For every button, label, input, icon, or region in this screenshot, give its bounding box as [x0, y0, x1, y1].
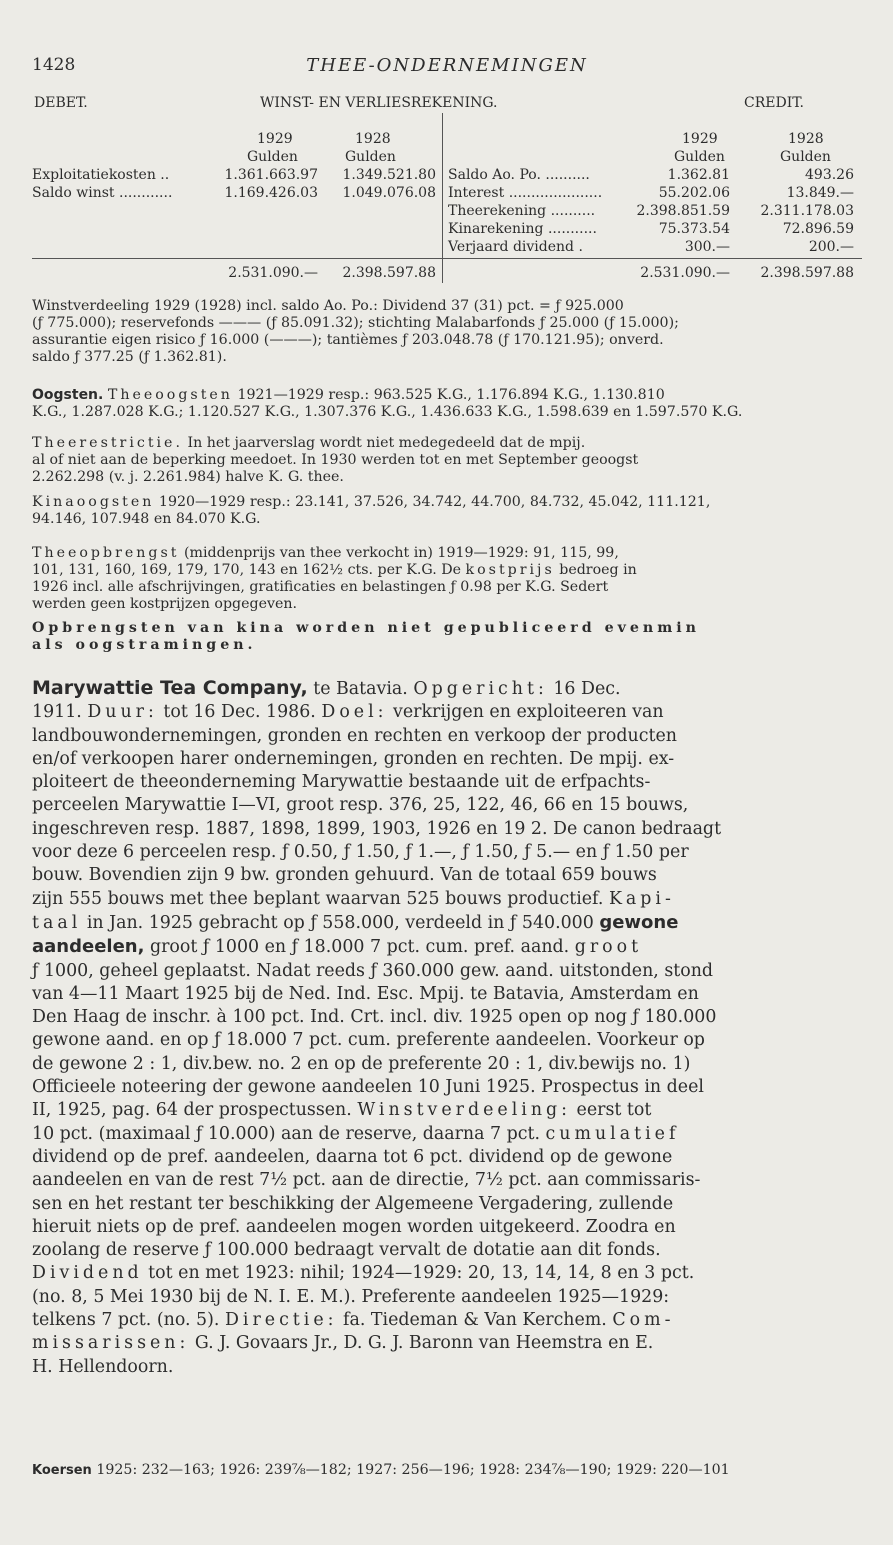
harvests-heading: Oogsten.: [32, 387, 104, 403]
credit-row-value: 493.26: [805, 167, 854, 183]
text-line: [32, 387, 862, 404]
text-span: 1921—1929 resp.: 963.525 K.G., 1.176.894 K.G., 1.130.810: [232, 387, 665, 403]
text-line: Den Haag de inschr. à 100 pct. Ind. Crt. incl. div. 1925 open op nog ƒ 180.000: [32, 1007, 717, 1028]
text-span: In het jaarverslag wordt niet medegedeeld dat de mpij.: [182, 435, 586, 451]
quinine-harvests-paragraph: [32, 494, 862, 528]
tea-harvests-label: Theeoogsten: [107, 387, 233, 403]
text-line: (no. 8, 5 Mei 1930 bij de N. I. E. M.). Preferente aandeelen 1925—1929:: [32, 1286, 670, 1307]
text-line: ploiteert de theeonderneming Marywattie bestaande uit de erfpachts-: [32, 772, 651, 793]
credit-row-value: 1.362.81: [667, 167, 730, 183]
cost-price-label: kostprijs: [465, 562, 555, 578]
credit-total: 2.531.090.—: [640, 265, 730, 281]
quinine-yield-note: [32, 620, 862, 654]
text-line: (ƒ 775.000); reservefonds ——— (ƒ 85.091.32); stichting Malabarfonds ƒ 25.000 (ƒ 15.000);: [32, 315, 679, 331]
text-line: al of niet aan de beperking meedoet. In 1930 werden tot en met September geoogst: [32, 452, 639, 468]
text-span: (middenprijs van thee verkocht in) 1919—1929: 91, 115, 99,: [179, 545, 619, 561]
debit-row-value: 1.361.663.97: [224, 167, 318, 183]
credit-row-value: 300.—: [684, 239, 730, 255]
text-line: assurantie eigen risico ƒ 16.000 (———); tantièmes ƒ 203.048.78 (ƒ 170.121.95); onverd.: [32, 332, 664, 348]
text-line: ingeschreven resp. 1887, 1898, 1899, 1903, 1926 en 19 2. De canon bedraagt: [32, 818, 722, 839]
text-span: eerst tot: [571, 1100, 652, 1121]
purpose-label: Doel:: [321, 702, 388, 723]
credit-row-label: Verjaard dividend .: [448, 239, 583, 255]
text-span: II, 1925, pag. 64 der prospectussen.: [32, 1100, 358, 1121]
text-line: van 4—11 Maart 1925 bij de Ned. Ind. Esc. Mpij. te Batavia, Amsterdam en: [32, 983, 699, 1004]
text-line: Winstverdeeling 1929 (1928) incl. saldo Ao. Po.: Dividend 37 (31) pct. = ƒ 925.000: [32, 298, 624, 314]
text-line: [32, 562, 862, 579]
text-line: K.G., 1.287.028 K.G.; 1.120.527 K.G., 1.307.376 K.G., 1.436.633 K.G., 1.598.639 en 1.597.570 K.G.: [32, 404, 743, 420]
text-span: 101, 131, 160, 169, 179, 170, 143 en 162½ cts. per K.G. De: [32, 562, 466, 578]
credit-row-value: 200.—: [808, 239, 854, 255]
credit-year-1929: 1929: [682, 131, 718, 147]
company-entry: [32, 677, 862, 1379]
credit-row-value: 2.311.178.03: [760, 203, 854, 219]
text-line: aandeelen en van de rest 7½ pct. aan de directie, 7½ pct. aan commissaris-: [32, 1170, 701, 1191]
harvests-paragraph: [32, 387, 862, 421]
text-line: [32, 888, 862, 911]
text-span: in Jan. 1925 gebracht op ƒ 558.000, verdeeld in ƒ 540.000: [81, 912, 600, 933]
text-line: [32, 677, 862, 701]
purpose-value: verkrijgen en exploiteeren van: [387, 702, 664, 723]
debit-row-label: Saldo winst ............: [32, 185, 173, 201]
text-span: bedroeg in: [554, 562, 637, 578]
debit-row-value: 1.049.076.08: [342, 185, 436, 201]
debit-total: 2.398.597.88: [342, 265, 436, 281]
text-span: groot ƒ 1000 en ƒ 18.000 7 pct. cum. pref. aand.: [144, 937, 575, 958]
text-line: [32, 435, 862, 452]
duration-label: Duur:: [87, 702, 158, 723]
credit-row-label: Kinarekening ...........: [448, 221, 597, 237]
commissioners-label: Com-: [612, 1310, 675, 1331]
cumulative-label: cumulatief: [545, 1123, 680, 1144]
text-span: G. J. Govaars Jr., D. G. J. Baronn van Heemstra en E.: [189, 1333, 654, 1354]
credit-row-label: Interest .....................: [448, 185, 603, 201]
tea-restriction-paragraph: [32, 435, 862, 486]
credit-unit-1929: Gulden: [674, 149, 725, 165]
text-line: 94.146, 107.948 en 84.070 K.G.: [32, 511, 261, 527]
share-prices-line: [32, 1462, 862, 1478]
debit-total: 2.531.090.—: [228, 265, 318, 281]
text-line: werden geen kostprijzen opgegeven.: [32, 596, 298, 612]
text-line: dividend op de pref. aandeelen, daarna tot 6 pct. dividend op de gewone: [32, 1146, 673, 1167]
page-header: [32, 55, 862, 77]
text-line: [32, 1309, 862, 1332]
size-label: groot: [574, 937, 643, 958]
text-line: perceelen Marywattie I—VI, groot resp. 376, 25, 122, 46, 66 en 15 bouws,: [32, 795, 689, 816]
text-line: saldo ƒ 377.25 (ƒ 1.362.81).: [32, 349, 227, 365]
founded-label: Opgericht:: [413, 679, 548, 699]
debit-row-value: 1.169.426.03: [224, 185, 318, 201]
directors-label: Directie:: [224, 1310, 338, 1331]
text-line: voor deze 6 perceelen resp. ƒ 0.50, ƒ 1.50, ƒ 1.—, ƒ 1.50, ƒ 5.— en ƒ 1.50 per: [32, 842, 689, 863]
tea-restriction-label: Theerestrictie.: [32, 435, 183, 451]
text-line: [32, 701, 862, 724]
credit-label: CREDIT.: [744, 95, 804, 111]
credit-total: 2.398.597.88: [760, 265, 854, 281]
share-prices-label: Koersen: [32, 1463, 92, 1478]
credit-year-1928: 1928: [788, 131, 824, 147]
debit-unit-1928: Gulden: [345, 149, 396, 165]
credit-row-value: 2.398.851.59: [636, 203, 730, 219]
duration-value: tot 16 Dec. 1986.: [157, 702, 322, 723]
debit-row-value: 1.349.521.80: [342, 167, 436, 183]
credit-row-label: Saldo Ao. Po. ..........: [448, 167, 590, 183]
capital-label: Kapi-: [608, 888, 675, 909]
text-line: [32, 1099, 862, 1122]
debit-year-1928: 1928: [355, 131, 391, 147]
debit-year-1929: 1929: [257, 131, 293, 147]
text-line: de gewone 2 : 1, div.bew. no. 2 en op de preferente 20 : 1, div.bewijs no. 1): [32, 1053, 691, 1074]
ledger-title: WINST- EN VERLIESREKENING.: [260, 95, 498, 111]
text-line: hieruit niets op de pref. aandeelen mogen worden uitgekeerd. Zoodra en: [32, 1216, 676, 1237]
text-line: 1926 incl. alle afschrijvingen, gratificaties en belastingen ƒ 0.98 per K.G. Sedert: [32, 579, 609, 595]
credit-row-label: Theerekening ..........: [448, 203, 596, 219]
running-title: THEE-ONDERNEMINGEN: [306, 55, 588, 76]
quinine-harvests-label: Kinaoogsten: [32, 494, 155, 510]
credit-row-value: 75.373.54: [658, 221, 730, 237]
text-line: sen en het restant ter beschikking der Algemeene Vergadering, zullende: [32, 1193, 674, 1214]
text-line: als oogstramingen.: [32, 637, 257, 653]
text-span: fa. Tiedeman & Van Kerchem.: [337, 1310, 613, 1331]
dividend-label: Dividend: [32, 1263, 143, 1284]
tea-yield-label: Theeopbrengst: [32, 545, 180, 561]
profit-distribution-paragraph: [32, 298, 862, 366]
text-span: 1911.: [32, 702, 88, 723]
text-line: zoolang de reserve ƒ 100.000 bedraagt vervalt de dotatie aan dit fonds.: [32, 1240, 661, 1261]
text-line: landbouwondernemingen, gronden en rechten en verkoop der producten: [32, 725, 677, 746]
text-line: [32, 1332, 862, 1355]
text-span: te Batavia.: [307, 679, 414, 699]
text-line: [32, 1262, 862, 1285]
text-span: 10 pct. (maximaal ƒ 10.000) aan de reserve, daarna 7 pct.: [32, 1123, 546, 1144]
founded-value: 16 Dec.: [547, 679, 621, 699]
credit-row-value: 72.896.59: [782, 221, 854, 237]
debit-row-label: Exploitatiekosten ..: [32, 167, 170, 183]
credit-row-value: 13.849.—: [786, 185, 854, 201]
text-line: ƒ 1000, geheel geplaatst. Nadat reeds ƒ 360.000 gew. aand. uitstonden, stond: [32, 960, 714, 981]
company-name: Marywattie Tea Company,: [32, 677, 308, 699]
credit-total-rule: [443, 258, 862, 259]
page-number: 1428: [32, 55, 76, 75]
text-line: Officieele noteering der gewone aandeelen 10 Juni 1925. Prospectus in deel: [32, 1077, 704, 1098]
text-line: 2.262.298 (v. j. 2.261.984) halve K. G. thee.: [32, 469, 344, 485]
credit-unit-1928: Gulden: [780, 149, 831, 165]
text-line: bouw. Bovendien zijn 9 bw. gronden gehuurd. Van de totaal 659 bouws: [32, 865, 657, 886]
text-span: 1920—1929 resp.: 23.141, 37.526, 34.742, 44.700, 84.732, 45.042, 111.121,: [154, 494, 711, 510]
text-span: telkens 7 pct. (no. 5).: [32, 1310, 225, 1331]
text-line: [32, 545, 862, 562]
share-prices-values: 1925: 232—163; 1926: 239⅞—182; 1927: 256—196; 1928: 234⅞—190; 1929: 220—101: [91, 1462, 730, 1478]
ordinary-shares-label: gewone: [599, 911, 679, 933]
debit-total-rule: [32, 258, 442, 259]
tea-yield-paragraph: [32, 545, 862, 613]
debet-label: DEBET.: [34, 95, 88, 111]
text-span: tot en met 1923: nihil; 1924—1929: 20, 13, 14, 14, 8 en 3 pct.: [142, 1263, 695, 1284]
profit-distribution-label: Winstverdeeling:: [357, 1100, 572, 1121]
text-line: en/of verkoopen harer ondernemingen, gronden en rechten. De mpij. ex-: [32, 748, 675, 769]
text-line: gewone aand. en op ƒ 18.000 7 pct. cum. preferente aandeelen. Voorkeur op: [32, 1030, 705, 1051]
text-line: Opbrengsten van kina worden niet gepubliceerd evenmin: [32, 620, 700, 636]
credit-row-value: 55.202.06: [658, 185, 730, 201]
text-line: [32, 1123, 862, 1146]
shares-label: aandeelen,: [32, 936, 145, 958]
profit-loss-account: [32, 95, 862, 285]
text-line: [32, 911, 862, 935]
debit-unit-1929: Gulden: [247, 149, 298, 165]
commissioners-label-cont: missarissen:: [32, 1333, 190, 1354]
text-line: H. Hellendoorn.: [32, 1356, 174, 1377]
text-line: [32, 935, 862, 959]
text-span: zijn 555 bouws met thee beplant waarvan 525 bouws productief.: [32, 888, 609, 909]
text-line: [32, 494, 862, 511]
capital-label-cont: taal: [32, 912, 82, 933]
